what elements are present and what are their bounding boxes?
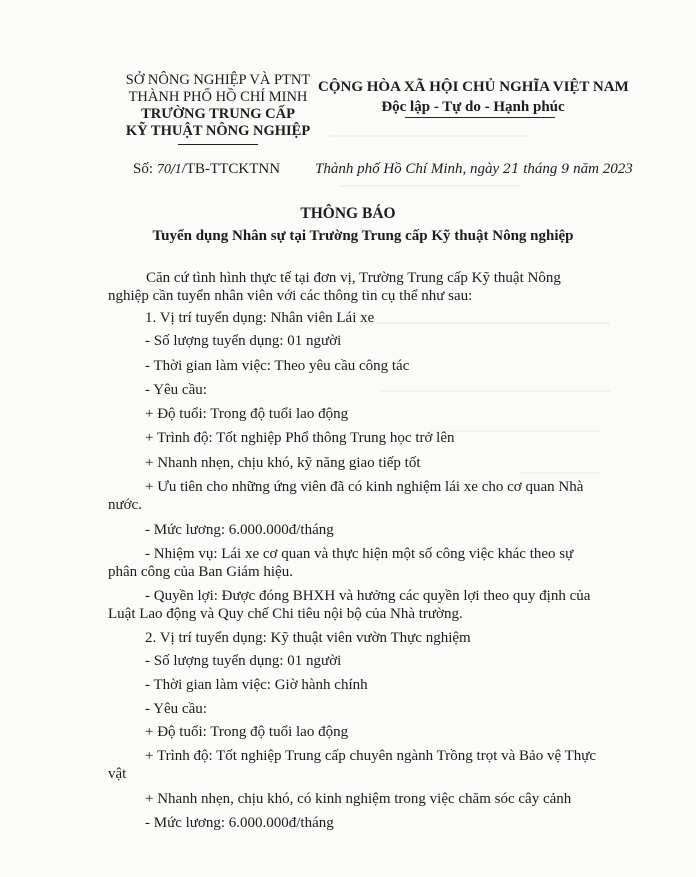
national-motto: Độc lập - Tự do - Hạnh phúc [381,99,565,115]
position-1-benefits-line-2: Luật Lao động và Quy chế Chi tiêu nội bộ của Nhà trường. [108,606,463,622]
date-mid: tháng [519,161,562,177]
position-2-title: 2. Vị trí tuyển dụng: Kỹ thuật viên vườn Thực nghiệm [145,630,471,646]
position-1-title: 1. Vị trí tuyển dụng: Nhân viên Lái xe [145,310,375,326]
position-1-priority-line-1: + Ưu tiên cho những ứng viên đã có kinh nghiệm lái xe cho cơ quan Nhà [145,479,584,495]
bleed-through-mark [430,430,600,432]
date-suffix: năm 2023 [569,161,633,177]
position-1-working-time: - Thời gian làm việc: Theo yêu cầu công tác [145,358,410,374]
bleed-through-mark [360,322,610,324]
position-1-requirements: - Yêu cầu: [145,382,207,398]
bleed-through-mark [330,135,530,137]
position-2-working-time: - Thời gian làm việc: Giờ hành chính [145,677,368,693]
date-month-handwritten: 9 [561,162,570,177]
issuing-organization [88,72,348,140]
position-2-requirements: - Yêu cầu: [145,701,207,717]
position-2-quantity: - Số lượng tuyển dụng: 01 người [145,653,342,669]
doc-number-suffix: /TB-TTCKTNN [181,161,281,177]
doc-number-handwritten: 70/1 [156,162,182,176]
org-line-3: TRƯỜNG TRUNG CẤP [141,106,295,122]
position-1-duties-line-1: - Nhiệm vụ: Lái xe cơ quan và thực hiện một số công việc khác theo sự [145,546,574,562]
national-header [318,78,628,117]
position-1-salary: - Mức lương: 6.000.000đ/tháng [145,522,334,538]
position-1-skills: + Nhanh nhẹn, chịu khó, kỹ năng giao tiếp tốt [145,455,421,471]
position-1-age: + Độ tuổi: Trong độ tuổi lao động [145,406,349,422]
org-line-4: KỸ THUẬT NÔNG NGHIỆP [125,123,311,139]
position-1-duties-line-2: phân công của Ban Giám hiệu. [108,564,293,580]
date-prefix: Thành phố Hồ Chí Minh, ngày [315,161,503,177]
org-underline [178,144,258,145]
position-1-education: + Trình độ: Tốt nghiệp Phổ thông Trung học trở lên [145,430,455,446]
issue-date [315,161,633,178]
document-subtitle: Tuyển dụng Nhân sự tại Trường Trung cấp Kỹ thuật Nông nghiệp [152,228,574,244]
document-title: THÔNG BÁO [300,205,396,222]
date-day-handwritten: 21 [502,162,520,177]
position-1-benefits-line-1: - Quyền lợi: Được đóng BHXH và hưởng các quyền lợi theo quy định của [145,588,591,604]
position-1-priority-line-2: nước. [108,497,142,513]
org-line-2: THÀNH PHỐ HỒ CHÍ MINH [128,89,308,105]
position-2-age: + Độ tuổi: Trong độ tuổi lao động [145,724,349,740]
position-2-salary: - Mức lương: 6.000.000đ/tháng [145,815,334,831]
org-line-1: SỞ NÔNG NGHIỆP VÀ PTNT [125,72,311,88]
nation-title: CỘNG HÒA XÃ HỘI CHỦ NGHĨA VIỆT NAM [318,79,629,95]
intro-line-2: nghiệp cần tuyển nhân viên với các thông tin cụ thể như sau: [108,288,473,304]
bleed-through-mark [380,390,610,392]
intro-line-1: Căn cứ tình hình thực tế tại đơn vị, Trường Trung cấp Kỹ thuật Nông [146,270,561,286]
bleed-through-mark [520,472,600,474]
doc-number-label: Số: [133,161,157,177]
position-2-skills: + Nhanh nhẹn, chịu khó, có kinh nghiệm trong việc chăm sóc cây cảnh [145,791,572,807]
position-2-education-line-1: + Trình độ: Tốt nghiệp Trung cấp chuyên ngành Trồng trọt và Bảo vệ Thực [145,748,597,764]
position-2-education-line-2: vật [108,766,127,782]
bleed-through-mark [340,185,520,187]
position-1-quantity: - Số lượng tuyển dụng: 01 người [145,333,342,349]
document-number [133,161,280,178]
motto-underline [405,117,555,118]
